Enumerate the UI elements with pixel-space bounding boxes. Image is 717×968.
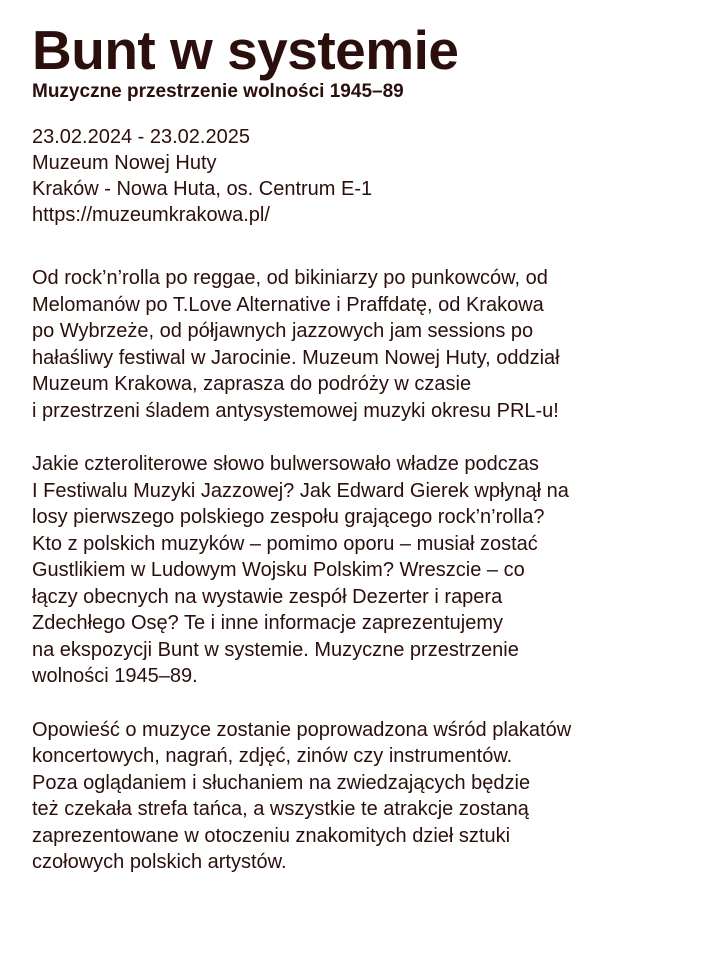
event-venue: Muzeum Nowej Huty <box>32 152 217 174</box>
paragraph-line: Poza oglądaniem i słuchaniem na zwiedzających będzie <box>32 771 531 794</box>
event-dates: 23.02.2024 - 23.02.2025 <box>32 126 250 148</box>
paragraph-line: też czekała strefa tańca, a wszystkie te atrakcje zostaną <box>32 798 529 820</box>
event-address: Kraków - Nowa Huta, os. Centrum E-1 <box>32 178 373 200</box>
paragraph-line: wolności 1945–89. <box>32 665 198 687</box>
paragraph-line: koncertowych, nagrań, zdjęć, zinów czy instrumentów. <box>32 745 513 767</box>
page-subtitle: Muzyczne przestrzenie wolności 1945–89 <box>32 81 404 102</box>
paragraph-line: zaprezentowane w otoczeniu znakomitych dzieł sztuki <box>32 824 511 847</box>
page-title: Bunt w systemie <box>32 19 459 81</box>
paragraph-line: Kto z polskich muzyków – pomimo oporu – musiał zostać <box>32 532 538 555</box>
paragraph-line: łączy obecnych na wystawie zespół Dezerter i rapera <box>32 585 503 608</box>
paragraph-line: hałaśliwy festiwal w Jarocinie. Muzeum Nowej Huty, oddział <box>32 346 560 369</box>
paragraph-questions <box>32 451 712 690</box>
paragraph-line: losy pierwszego polskiego zespołu grającego rock’n’rolla? <box>32 506 545 528</box>
paragraph-line: po Wybrzeże, od półjawnych jazzowych jam sessions po <box>32 320 534 342</box>
paragraph-line: Gustlikiem w Ludowym Wojsku Polskim? Wreszcie – co <box>32 559 525 581</box>
paragraph-line: czołowych polskich artystów. <box>32 851 287 873</box>
paragraph-line: i przestrzeni śladem antysystemowej muzyki okresu PRL-u! <box>32 399 559 422</box>
paragraph-line: na ekspozycji Bunt w systemie. Muzyczne przestrzenie <box>32 638 519 661</box>
paragraph-line: Jakie czteroliterowe słowo bulwersowało władze podczas <box>32 453 539 475</box>
paragraph-exhibition <box>32 717 712 876</box>
event-url: https://muzeumkrakowa.pl/ <box>32 204 270 226</box>
event-info <box>32 124 712 228</box>
paragraph-line: Muzeum Krakowa, zaprasza do podróży w czasie <box>32 373 472 395</box>
paragraph-intro <box>32 265 712 424</box>
paragraph-line: Melomanów po T.Love Alternative i Praffdatę, od Krakowa <box>32 293 544 316</box>
paragraph-line: Opowieść o muzyce zostanie poprowadzona wśród plakatów <box>32 718 572 741</box>
event-page <box>32 20 712 876</box>
paragraph-line: I Festiwalu Muzyki Jazzowej? Jak Edward Gierek wpłynął na <box>32 479 569 502</box>
paragraph-line: Od rock’n’rolla po reggae, od bikiniarzy po punkowców, od <box>32 267 548 289</box>
paragraph-line: Zdechłego Osę? Te i inne informacje zaprezentujemy <box>32 612 503 634</box>
